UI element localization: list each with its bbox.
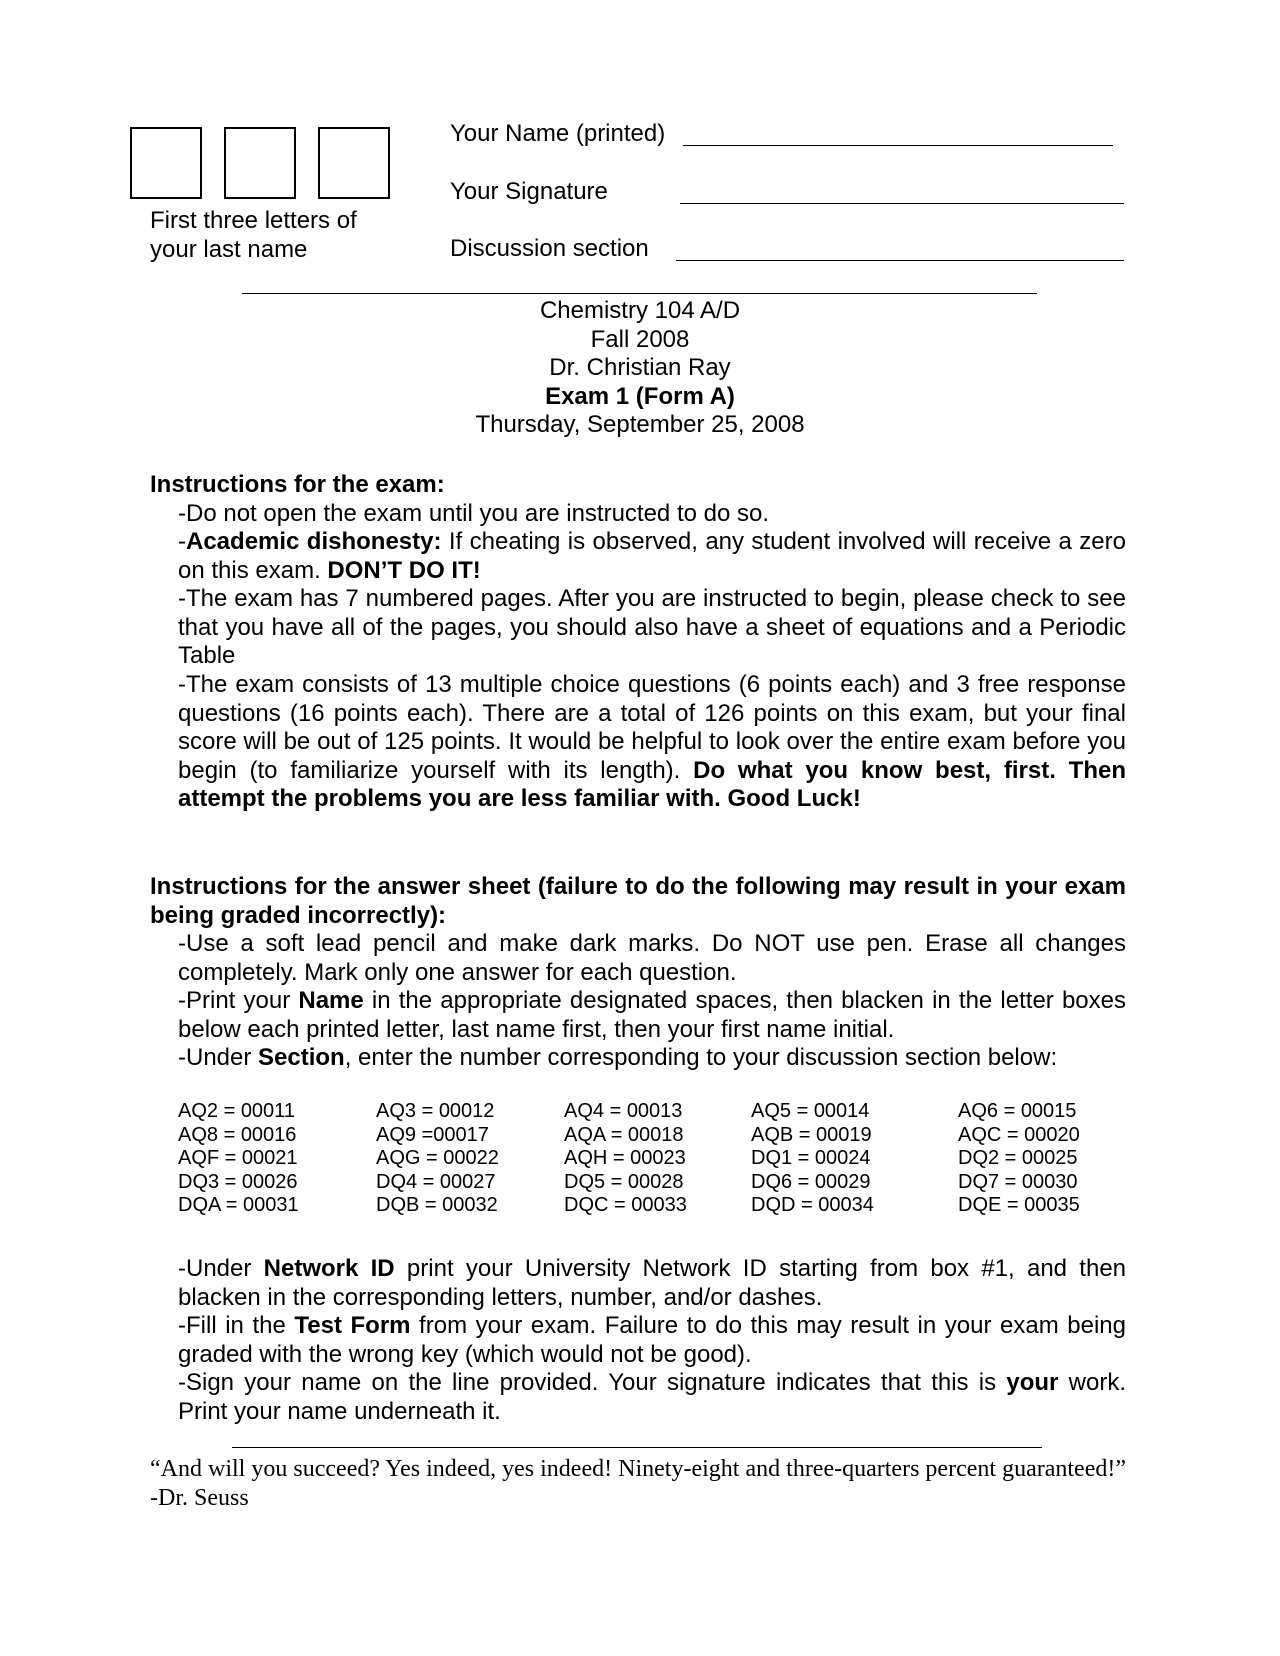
instr-text: -Fill in the <box>178 1312 295 1339</box>
academic-dishonesty-label: Academic dishonesty: <box>186 528 442 555</box>
section-code: AQF = 00021 <box>178 1147 298 1169</box>
section-code-column <box>751 1100 951 1218</box>
signature-label: Your Signature <box>450 178 608 205</box>
section-code-column <box>958 1100 1158 1218</box>
section-code: AQ6 = 00015 <box>958 1100 1077 1122</box>
instr-text: -Under <box>178 1255 264 1282</box>
answer-instruction-3 <box>178 1044 1126 1073</box>
section-code: AQ3 = 00012 <box>376 1100 495 1122</box>
network-id-keyword: Network ID <box>263 1255 395 1282</box>
exam-instructions-heading: Instructions for the exam: <box>150 471 445 498</box>
initials-caption-line2: your last name <box>150 236 308 263</box>
answer-instruction-1: -Use a soft lead pencil and make dark marks. Do NOT use pen. Erase all changes completely. Mark only one answer for each question. <box>178 930 1126 986</box>
section-code: DQ7 = 00030 <box>958 1170 1078 1193</box>
name-keyword: Name <box>298 987 364 1014</box>
answer-instruction-4 <box>178 1255 1126 1312</box>
academic-dishonesty-text: If cheating is observed, any student involved will receive a zero on this exam. <box>178 528 1126 584</box>
section-code: AQ8 = 00016 <box>178 1123 297 1146</box>
exam-instruction-3: -The exam has 7 numbered pages. After you are instructed to begin, please check to see that you have all of the pages, you should also have a sheet of equations and a Periodic Table <box>178 585 1126 669</box>
answer-instruction-6 <box>178 1369 1126 1426</box>
dont-do-it: DON’T DO IT! <box>327 556 481 584</box>
answer-instruction-5 <box>178 1312 1126 1369</box>
section-code: AQ5 = 00014 <box>751 1100 870 1122</box>
test-form-keyword: Test Form <box>294 1312 411 1339</box>
name-label: Your Name (printed) <box>450 120 666 147</box>
good-luck-text: Do what you know best, first. Then attempt the problems you are less familiar with. Good Luck! <box>178 756 1126 812</box>
initial-box-2[interactable] <box>224 127 296 199</box>
section-code: AQ4 = 00013 <box>564 1100 683 1122</box>
footer-divider <box>232 1447 1042 1448</box>
section-code-column <box>178 1100 378 1218</box>
initial-box-1[interactable] <box>130 127 202 199</box>
section-code-column <box>564 1100 764 1218</box>
instr-text: , enter the number corresponding to your discussion section below: <box>344 1044 1058 1071</box>
instr-text: in the appropriate designated spaces, then blacken in the letter boxes below each printed letter, last name first, then your first name initial. <box>178 987 1126 1043</box>
section-code: DQ1 = 00024 <box>751 1147 871 1169</box>
section-code: AQB = 00019 <box>751 1123 872 1146</box>
section-code: DQC = 00033 <box>564 1194 687 1216</box>
section-code: AQ9 =00017 <box>376 1123 489 1146</box>
header-divider <box>242 293 1037 294</box>
section-code: AQ2 = 00011 <box>178 1100 295 1122</box>
instruction-dash: - <box>178 528 186 555</box>
name-line[interactable] <box>683 145 1113 146</box>
section-code: AQA = 00018 <box>564 1123 684 1146</box>
term: Fall 2008 <box>590 325 690 353</box>
instructor: Dr. Christian Ray <box>549 354 731 381</box>
section-code: DQD = 00034 <box>751 1194 874 1216</box>
exam-date: Thursday, September 25, 2008 <box>475 411 805 438</box>
initials-caption <box>150 206 357 264</box>
exam-title: Exam 1 (Form A) <box>545 382 735 410</box>
section-code: DQE = 00035 <box>958 1194 1080 1216</box>
instr-text: -Under <box>178 1044 259 1071</box>
section-code: DQ2 = 00025 <box>958 1147 1078 1169</box>
section-code: AQG = 00022 <box>376 1147 499 1169</box>
title-block <box>0 297 1280 440</box>
section-code: AQC = 00020 <box>958 1123 1080 1146</box>
instr-text: from your exam. Failure to do this may result in your exam being graded with the wrong key (which would not be good). <box>178 1312 1127 1368</box>
seuss-quote: “And will you succeed? Yes indeed, yes indeed! Ninety-eight and three-quarters percent guaranteed!” -Dr. Seuss <box>150 1456 1126 1511</box>
instr-text: print your University Network ID starting from box #1, and then blacken in the corresponding letters, number, and/or dashes. <box>178 1255 1127 1311</box>
section-code: DQ3 = 00026 <box>178 1170 298 1193</box>
exam-structure-text: -The exam consists of 13 multiple choice questions (6 points each) and 3 free response questions (16 points each). There are a total of 126 points on this exam, but your final score will be out of 125 points. It would be helpful to look over the entire exam before you begin (to familiarize yourself with its length). <box>178 671 1126 784</box>
section-code: DQA = 00031 <box>178 1194 299 1216</box>
section-line[interactable] <box>676 260 1124 261</box>
instr-text: work. Print your name underneath it. <box>178 1369 1126 1425</box>
section-code: AQH = 00023 <box>564 1147 686 1169</box>
initials-caption-line1: First three letters of <box>150 207 357 234</box>
section-code: DQ6 = 00029 <box>751 1170 871 1193</box>
answer-instruction-2 <box>178 987 1126 1044</box>
exam-instruction-1: -Do not open the exam until you are instructed to do so. <box>178 500 770 527</box>
course-title: Chemistry 104 A/D <box>539 297 741 324</box>
section-code-column <box>376 1100 576 1218</box>
section-label: Discussion section <box>450 235 649 262</box>
exam-instruction-4 <box>178 671 1126 814</box>
section-keyword: Section <box>258 1044 345 1071</box>
section-code: DQ5 = 00028 <box>564 1170 684 1193</box>
answer-sheet-heading: Instructions for the answer sheet (failure to do the following may result in your exam being graded incorrectly): <box>150 873 1126 929</box>
initial-box-3[interactable] <box>318 127 390 199</box>
exam-instruction-2 <box>178 528 1126 585</box>
instr-text: -Print your <box>178 987 299 1014</box>
instr-text: -Sign your name on the line provided. Your signature indicates that this is <box>178 1369 1007 1396</box>
section-code: DQ4 = 00027 <box>376 1170 496 1193</box>
your-keyword: your <box>1006 1369 1059 1396</box>
section-code: DQB = 00032 <box>376 1194 498 1216</box>
signature-line[interactable] <box>680 203 1124 204</box>
